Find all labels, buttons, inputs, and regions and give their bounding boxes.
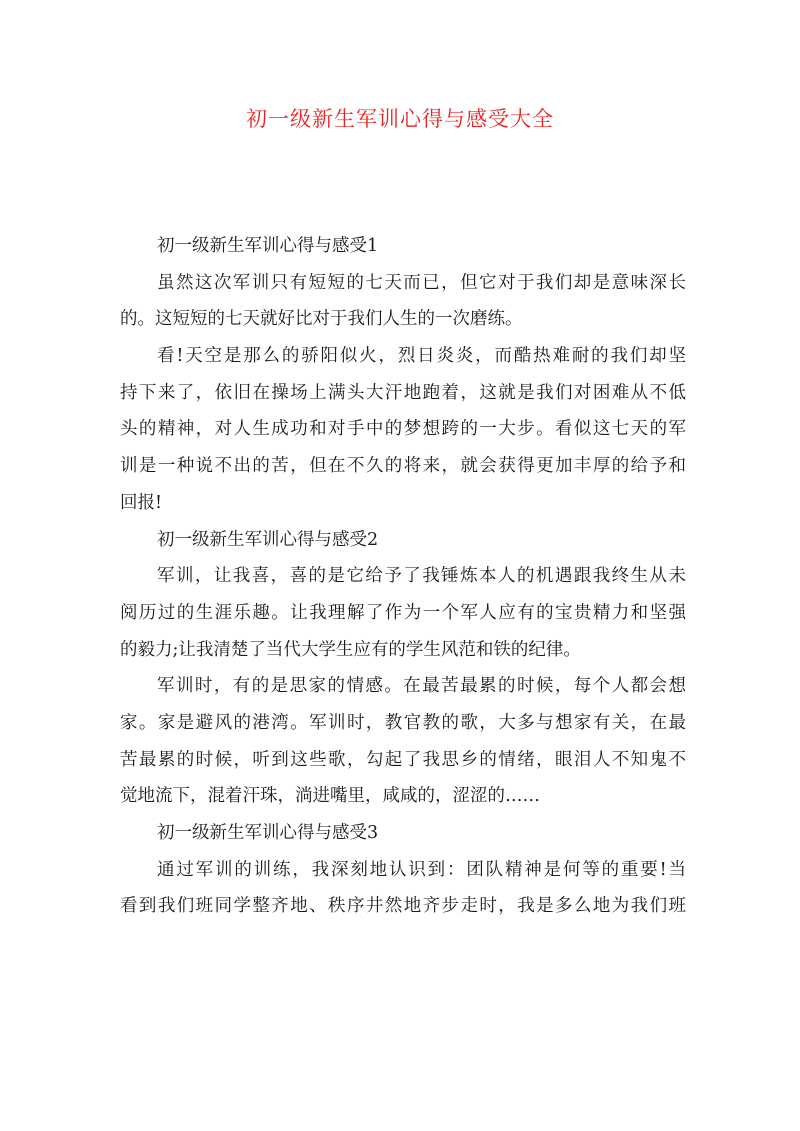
paragraph-line: 觉地流下，混着汗珠，淌进嘴里，咸咸的，涩涩的…… <box>120 786 540 807</box>
paragraph-line: 的毅力;让我清楚了当代大学生应有的学生风范和铁的纪律。 <box>120 639 581 660</box>
paragraph-line: 家。家是避风的港湾。军训时，教官教的歌，大多与想家有关，在最 <box>120 712 686 733</box>
paragraph-line: 虽然这次军训只有短短的七天而已，但它对于我们却是意味深长 <box>157 272 686 293</box>
paragraph-line: 头的精神，对人生成功和对手中的梦想跨的一大步。看似这七天的军 <box>120 419 686 440</box>
section-heading-1: 初一级新生军训心得与感受1 <box>157 236 379 256</box>
paragraph-line: 持下来了，依旧在操场上满头大汗地跑着，这就是我们对困难从不低 <box>120 382 686 403</box>
document-title: 初一级新生军训心得与感受大全 <box>246 107 554 131</box>
paragraph-line: 通过军训的训练，我深刻地认识到：团队精神是何等的重要!当 <box>157 859 686 880</box>
document-body <box>120 228 686 925</box>
paragraph-line: 阅历过的生涯乐趣。让我理解了作为一个军人应有的宝贵精力和坚强 <box>120 602 686 623</box>
paragraph-line: 训是一种说不出的苦，但在不久的将来，就会获得更加丰厚的给予和 <box>120 456 686 477</box>
section-heading-3: 初一级新生军训心得与感受3 <box>157 823 379 843</box>
paragraph-line: 看到我们班同学整齐地、秩序井然地齐步走时，我是多么地为我们班 <box>120 896 686 917</box>
paragraph-line: 看!天空是那么的骄阳似火，烈日炎炎，而酷热难耐的我们却坚 <box>157 346 686 367</box>
paragraph-line: 军训，让我喜，喜的是它给予了我锤炼本人的机遇跟我终生从未 <box>157 566 686 587</box>
paragraph-line: 的。这短短的七天就好比对于我们人生的一次磨练。 <box>120 309 523 330</box>
paragraph-line: 苦最累的时候，听到这些歌，勾起了我思乡的情绪，眼泪人不知鬼不 <box>120 749 686 770</box>
paragraph-line: 回报! <box>120 492 163 513</box>
section-heading-2: 初一级新生军训心得与感受2 <box>157 529 379 550</box>
paragraph-line: 军训时，有的是思家的情感。在最苦最累的时候，每个人都会想 <box>157 676 686 697</box>
